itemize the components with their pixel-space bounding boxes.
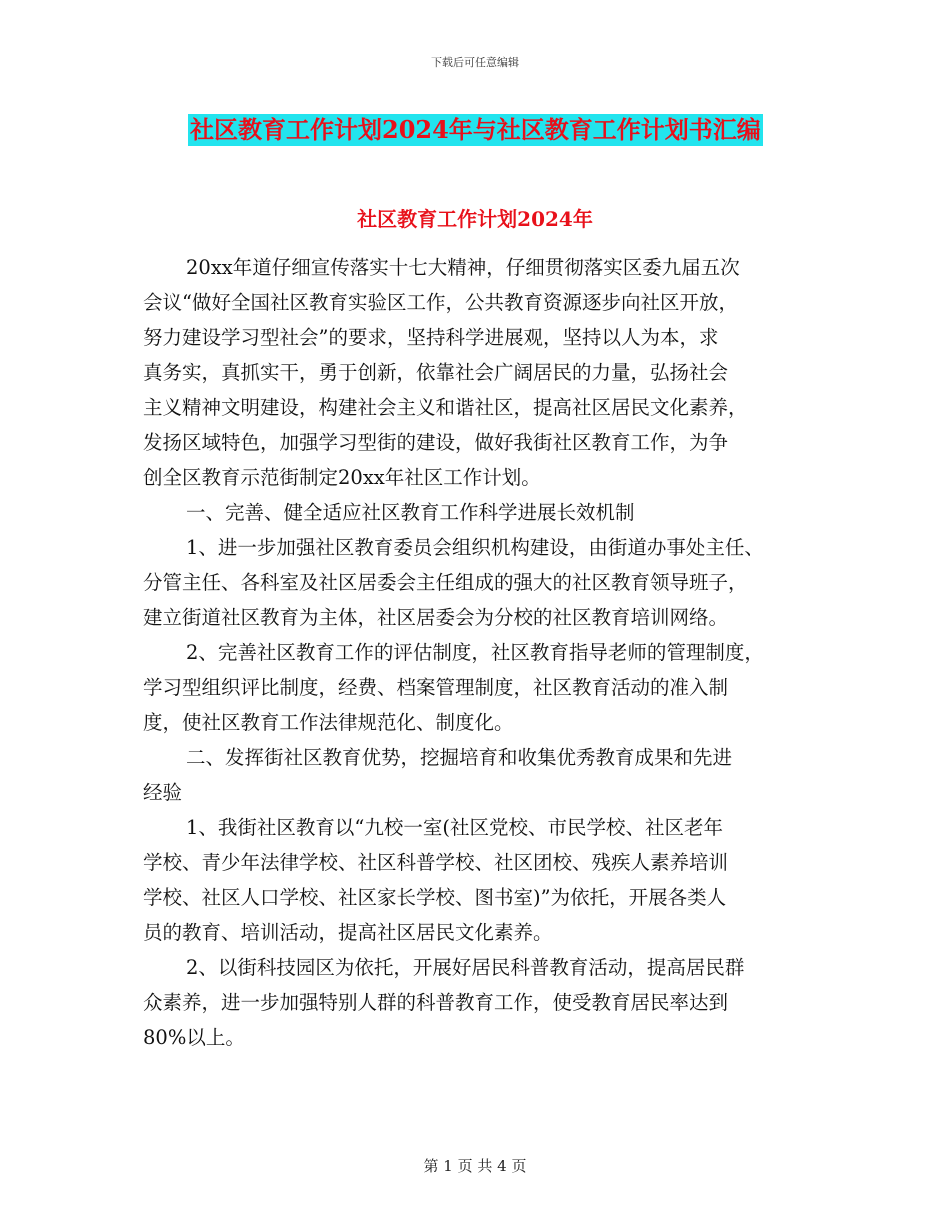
text-line: 一、完善、健全适应社区教育工作科学进展长效机制	[186, 501, 635, 524]
text-line: 主义精神文明建设，构建社会主义和谐社区，提高社区居民文化素养，	[143, 396, 748, 419]
header-note: 下载后可任意编辑	[431, 56, 519, 69]
section-title: 社区教育工作计划2024年	[357, 207, 593, 231]
text-line: 真务实，真抓实干，勇于创新，依靠社会广阔居民的力量，弘扬社会	[143, 361, 729, 384]
text-line: 2、完善社区教育工作的评估制度，社区教育指导老师的管理制度，	[186, 641, 764, 664]
text-line: 学校、青少年法律学校、社区科普学校、社区团校、残疾人素养培训	[143, 851, 729, 874]
text-line: 1、我街社区教育以“九校一室(社区党校、市民学校、社区老年	[186, 816, 723, 839]
text-line: 建立街道社区教育为主体，社区居委会为分校的社区教育培训网络。	[143, 606, 729, 629]
text-line: 20xx年道仔细宣传落实十七大精神，仔细贯彻落实区委九届五次	[186, 256, 740, 279]
text-line: 分管主任、各科室及社区居委会主任组成的强大的社区教育领导班子，	[143, 571, 748, 594]
document-title: 社区教育工作计划2024年与社区教育工作计划书汇编	[190, 115, 761, 144]
text-line: 1、进一步加强社区教育委员会组织机构建设，由街道办事处主任、	[186, 536, 764, 559]
text-line: 学习型组织评比制度，经费、档案管理制度，社区教育活动的准入制	[143, 676, 729, 699]
text-line: 2、以街科技园区为依托，开展好居民科普教育活动，提高居民群	[186, 956, 745, 979]
body-text	[143, 250, 833, 1055]
text-line: 众素养，进一步加强特别人群的科普教育工作，使受教育居民率达到	[143, 991, 729, 1014]
text-line: 创全区教育示范街制定20xx年社区工作计划。	[143, 466, 541, 489]
page-footer: 第 1 页 共 4 页	[423, 1157, 527, 1175]
text-line: 二、发挥街社区教育优势，挖掘培育和收集优秀教育成果和先进	[186, 746, 733, 769]
text-line: 努力建设学习型社会”的要求，坚持科学进展观，坚持以人为本，求	[143, 326, 719, 349]
text-line: 经验	[143, 781, 183, 804]
text-line: 员的教育、培训活动，提高社区居民文化素养。	[143, 921, 553, 944]
text-line: 会议“做好全国社区教育实验区工作，公共教育资源逐步向社区开放，	[143, 291, 738, 314]
text-line: 发扬区域特色，加强学习型街的建设，做好我街社区教育工作，为争	[143, 431, 729, 454]
text-line: 80%以上。	[143, 1026, 245, 1049]
text-line: 度，使社区教育工作法律规范化、制度化。	[143, 711, 514, 734]
text-line: 学校、社区人口学校、社区家长学校、图书室)”为依托，开展各类人	[143, 886, 727, 909]
